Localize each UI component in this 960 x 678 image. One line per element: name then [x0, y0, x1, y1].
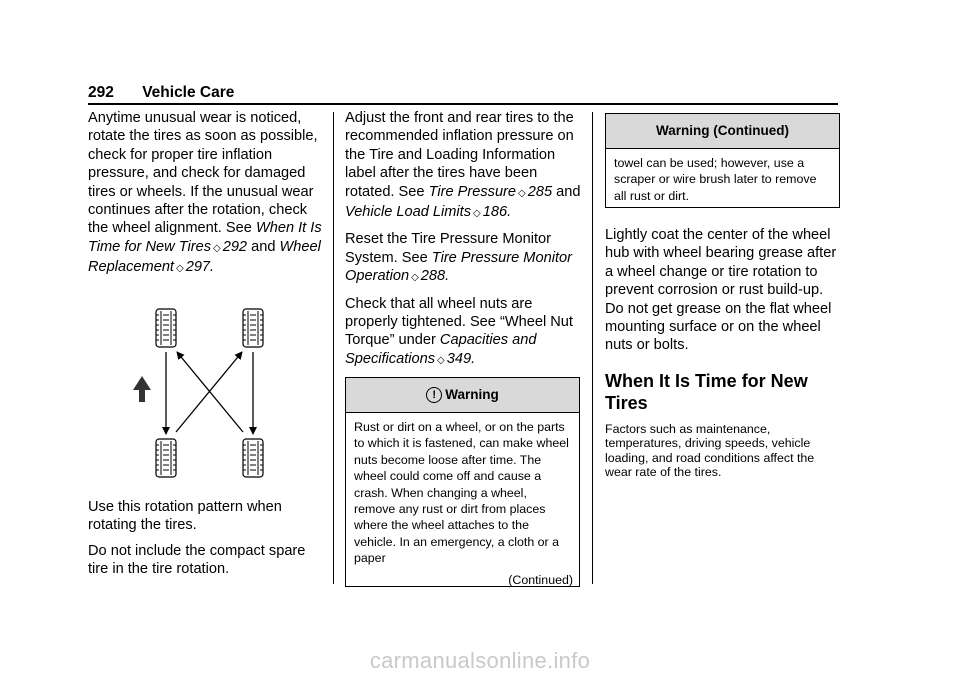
warning-title: Warning — [445, 387, 499, 402]
page-number: 292 — [88, 84, 114, 101]
page-header — [88, 84, 234, 102]
xref-link-vehicle-load-limits[interactable]: Vehicle Load Limits — [345, 204, 472, 221]
wear-factors-paragraph: Factors such as maintenance, temperatures, driving speeds, vehicle loading, and road conditions affect the wear rate of the tires. — [605, 421, 815, 480]
warning-box — [345, 377, 580, 587]
arrow-rear-right-to-front-left — [177, 352, 243, 432]
rear-right-tire — [243, 439, 263, 477]
wheel-nuts-paragraph: Check that all wheel nuts are properly tightened. See “Wheel Nut Torque” under Capacities and Specifications ◇ 349. — [345, 295, 573, 367]
xref-link-new-tires[interactable]: When It Is Time for New Tires — [88, 220, 322, 255]
warning-icon: ! — [426, 387, 442, 403]
xref-link-wheel-replacement[interactable]: Wheel Replacement — [88, 238, 321, 276]
section-title: Vehicle Care — [142, 84, 235, 101]
tire-rotation-diagram — [128, 304, 274, 482]
rotation-pattern-paragraph: Use this rotation pattern when rotating the tires. — [88, 499, 282, 534]
xref-icon: ◇ — [473, 208, 481, 220]
warning-continued: (Continued) — [508, 572, 573, 587]
xref-icon: ◇ — [176, 263, 184, 275]
front-right-tire — [243, 309, 263, 347]
warning-continued-header: Warning (Continued) — [606, 114, 839, 149]
adjust-pressure-paragraph: Adjust the front and rear tires to the recommended inflation pressure on the Tire and Loading Information label after the tires have been rotated. See Tire Pressure ◇ 285 and Vehicle Load Limits ◇ 186. — [345, 110, 581, 221]
watermark: carmanualsonline.info — [369, 648, 591, 673]
column-1 — [88, 109, 326, 286]
reset-tpms-paragraph: Reset the Tire Pressure Monitor System. See Tire Pressure Monitor Operation ◇ 288. — [345, 231, 572, 285]
header-rule — [88, 103, 838, 105]
wheel-hub-grease-paragraph: Lightly coat the center of the wheel hub with wheel bearing grease after a wheel change or tire rotation to prevent corrosion or rust build-up. Do not get grease on the flat wheel mounting surface or on the wheel nuts or bolts. — [605, 227, 837, 354]
column-divider-1 — [333, 112, 334, 584]
rear-left-tire — [156, 439, 176, 477]
xref-icon: ◇ — [411, 272, 419, 284]
xref-icon: ◇ — [437, 354, 445, 366]
xref-link-capacities[interactable]: Capacities and Specifications — [345, 332, 537, 367]
column-3 — [605, 226, 841, 486]
column-1-lower — [88, 498, 326, 586]
warning-continued-body: towel can be used; however, use a scraper or wire brush later to remove all rust or dirt. — [614, 156, 817, 203]
front-left-tire — [156, 309, 176, 347]
warning-header — [346, 378, 579, 413]
xref-link-tpms-operation[interactable]: Tire Pressure Monitor Operation — [345, 249, 572, 285]
vehicle-front-arrow-icon — [133, 376, 151, 402]
xref-icon: ◇ — [518, 187, 526, 199]
warning-continued-box — [605, 113, 840, 208]
column-2 — [345, 109, 585, 377]
compact-spare-paragraph: Do not include the compact spare tire in the tire rotation. — [88, 542, 306, 578]
xref-link-tire-pressure[interactable]: Tire Pressure — [428, 183, 517, 200]
arrow-rear-left-to-front-right — [176, 352, 242, 432]
xref-icon: ◇ — [213, 242, 221, 254]
warning-body: Rust or dirt on a wheel, or on the parts to which it is fastened, can make wheel nuts become loose after time. The wheel could come off and cause a crash. When changing a wheel, remove any rust or dirt from places where the wheel attaches to the vehicle. In an emergency, a cloth or a paper — [354, 420, 569, 566]
column-divider-2 — [592, 112, 593, 584]
section-heading-new-tires: When It Is Time for New Tires — [605, 370, 808, 413]
rotation-intro-paragraph: Anytime unusual wear is noticed, rotate the tires as soon as possible, check for proper tire inflation pressure, and check for damaged tires or wheels. If the unusual wear continues after the rotation, check the wheel alignment. See When It Is Time for New Tires ◇ 292 and Wheel Replacement ◇ 297. — [88, 110, 322, 276]
